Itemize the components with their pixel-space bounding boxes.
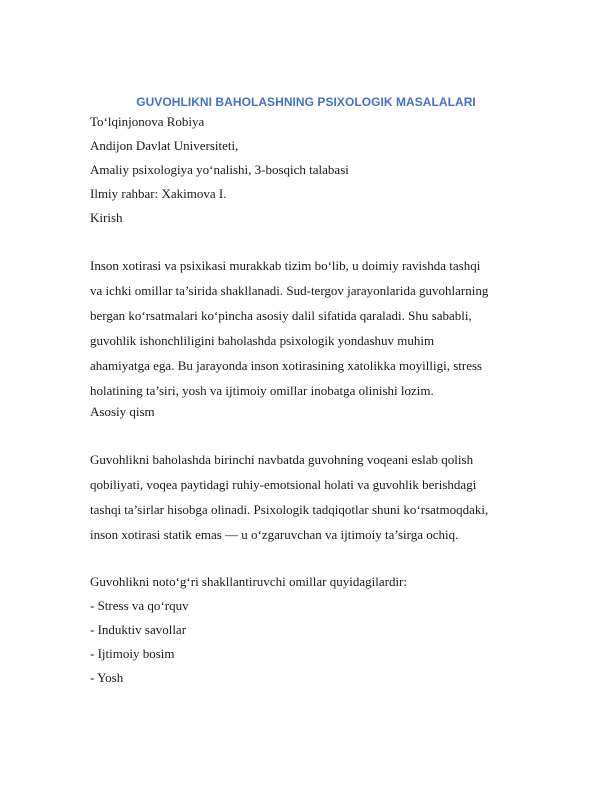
main-paragraph-line: Guvohlikni baholashda birinchi navbatda guvohning voqeani eslab qolish (90, 452, 474, 467)
factors-intro: Guvohlikni noto‘g‘ri shakllantiruvchi omillar quyidagilardir: (90, 574, 407, 589)
author-university: Andijon Davlat Universiteti, (90, 138, 239, 153)
intro-paragraph-line: guvohlik ishonchliligini baholashda psixologik yondashuv muhim (90, 333, 435, 348)
intro-paragraph-line: va ichki omillar ta’sirida shakllanadi. Sud-tergov jarayonlarida guvohlarning (90, 283, 489, 298)
author-program: Amaliy psixologiya yo‘nalishi, 3-bosqich talabasi (90, 162, 349, 177)
factor-list-item: - Yosh (90, 670, 124, 685)
main-paragraph-line: qobiliyati, voqea paytidagi ruhiy-emotsional holati va guvohlik berishdagi (90, 477, 477, 492)
main-heading: Asosiy qism (90, 404, 155, 419)
factor-list-item: - Stress va qo‘rquv (90, 598, 189, 613)
factor-list-item: - Induktiv savollar (90, 622, 187, 637)
intro-paragraph-line: holatining ta’siri, yosh va ijtimoiy omillar inobatga olinishi lozim. (90, 383, 434, 398)
intro-paragraph-line: Inson xotirasi va psixikasi murakkab tizim bo‘lib, u doimiy ravishda tashqi (90, 258, 481, 273)
document-body (90, 0, 530, 792)
main-paragraph-line: inson xotirasi statik emas — u o‘zgaruvchan va ijtimoiy ta’sirga ochiq. (90, 527, 459, 542)
document-title: GUVOHLIKNI BAHOLASHNING PSIXOLOGIK MASALALARI (136, 95, 476, 109)
intro-paragraph-line: ahamiyatga ega. Bu jarayonda inson xotirasining xatolikka moyilligi, stress (90, 358, 483, 373)
main-paragraph-line: tashqi ta’sirlar hisobga olinadi. Psixologik tadqiqotlar shuni ko‘rsatmoqdaki, (90, 502, 489, 517)
scientific-advisor: Ilmiy rahbar: Xakimova I. (90, 186, 227, 201)
factor-list-item: - Ijtimoiy bosim (90, 646, 175, 661)
author-name: To‘lqinjonova Robiya (90, 114, 205, 129)
intro-heading: Kirish (90, 210, 123, 225)
intro-paragraph-line: bergan ko‘rsatmalari ko‘pincha asosiy dalil sifatida qaraladi. Shu sababli, (90, 308, 472, 323)
